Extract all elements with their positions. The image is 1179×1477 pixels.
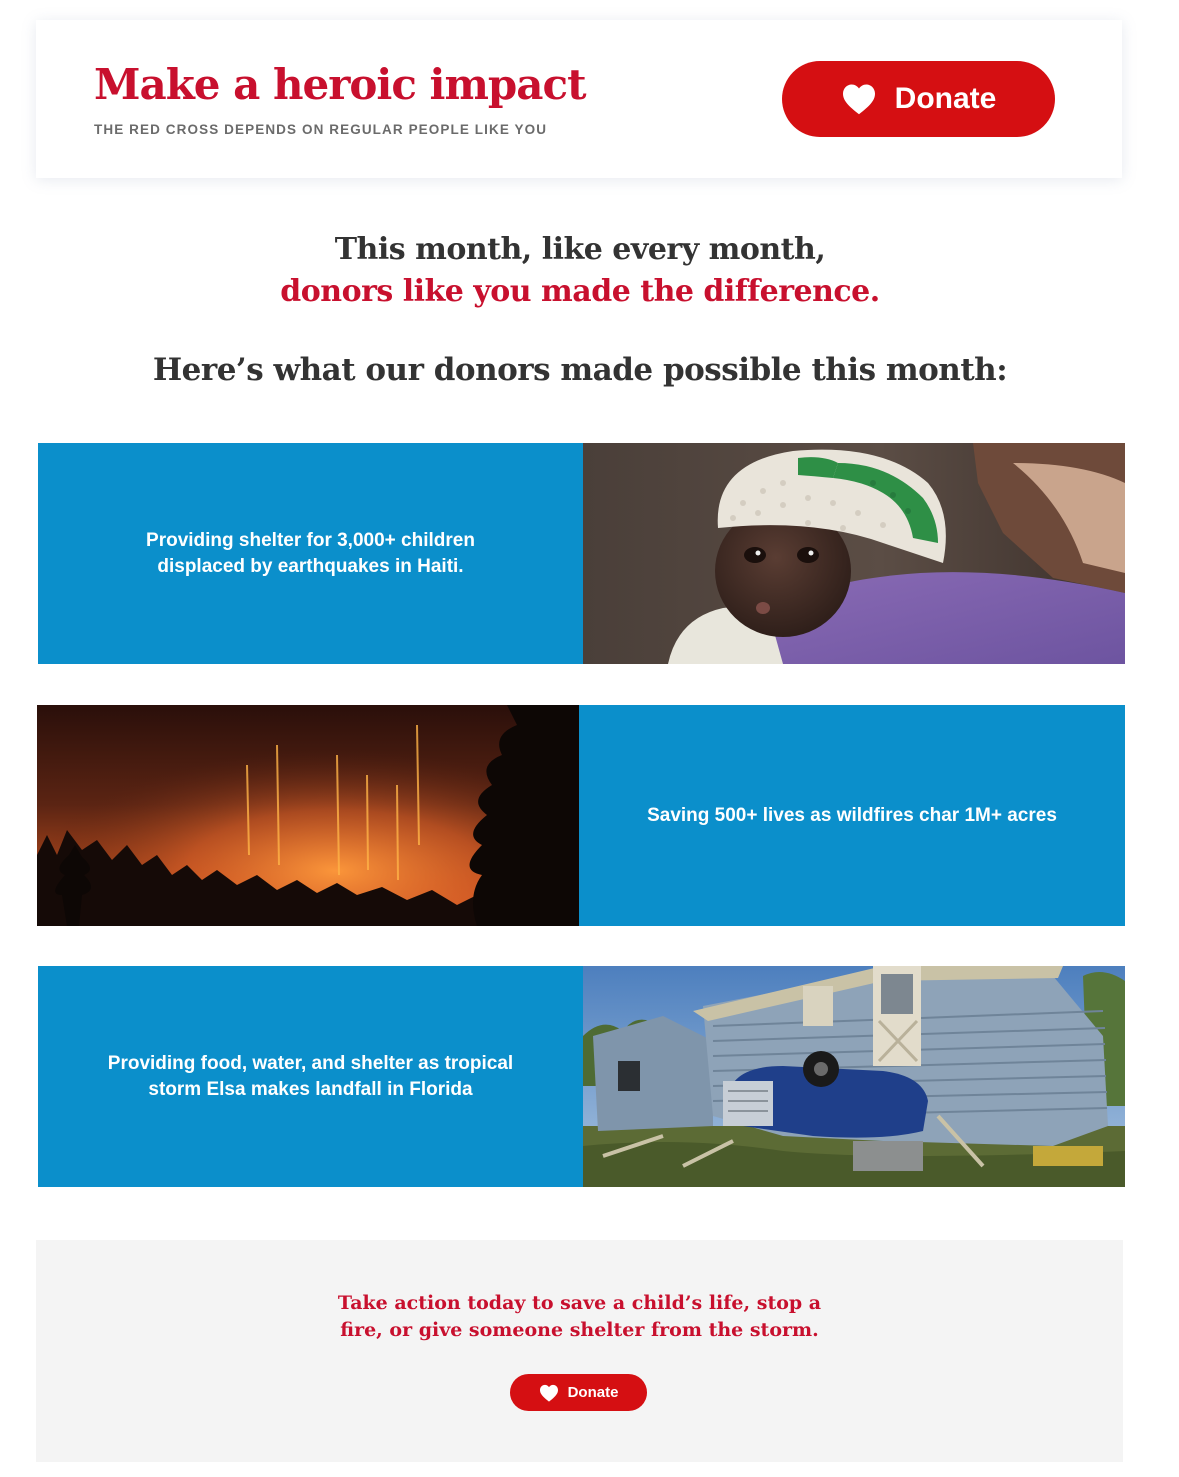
impact-text-line: displaced by earthquakes in Haiti. — [157, 555, 464, 577]
header-card — [36, 20, 1122, 178]
impact-text-line: Providing shelter for 3,000+ children — [146, 529, 475, 551]
impact-text-line: Providing food, water, and shelter as tropical — [107, 1052, 514, 1074]
impact-text-panel — [38, 443, 583, 664]
wildfire-photo — [37, 705, 579, 926]
intro-line-1: This month, like every month, — [334, 232, 826, 267]
cta-section — [36, 1240, 1123, 1462]
impact-text — [647, 803, 1057, 829]
heart-icon — [841, 83, 877, 115]
impact-text-line: storm Elsa makes landfall in Florida — [148, 1078, 473, 1100]
impact-row-wildfire — [37, 705, 1125, 926]
impact-text — [108, 1051, 513, 1103]
tagline: THE RED CROSS DEPENDS ON REGULAR PEOPLE LIKE YOU — [94, 122, 548, 137]
donate-button[interactable] — [782, 61, 1055, 137]
storm-damage-photo — [583, 966, 1125, 1187]
baby-photo — [583, 443, 1125, 664]
donate-button-label: Donate — [894, 82, 997, 115]
impact-text-panel — [38, 966, 583, 1187]
impact-row-haiti — [38, 443, 1125, 664]
cta-text-line-1: Take action today to save a child’s life, stop a — [337, 1292, 822, 1314]
cta-donate-button-label: Donate — [567, 1384, 619, 1401]
impact-text-panel — [579, 705, 1125, 926]
section-subhead: Here’s what our donors made possible this month: — [152, 352, 1008, 388]
impact-text — [146, 528, 475, 580]
cta-donate-button[interactable] — [510, 1374, 647, 1411]
headline: Make a heroic impact — [94, 60, 586, 109]
impact-row-storm — [38, 966, 1125, 1187]
impact-text-line: Saving 500+ lives as wildfires char 1M+ acres — [647, 804, 1057, 826]
heart-icon — [539, 1384, 559, 1402]
cta-text-line-2: fire, or give someone shelter from the storm. — [340, 1319, 819, 1341]
intro-line-2: donors like you made the difference. — [280, 274, 880, 309]
